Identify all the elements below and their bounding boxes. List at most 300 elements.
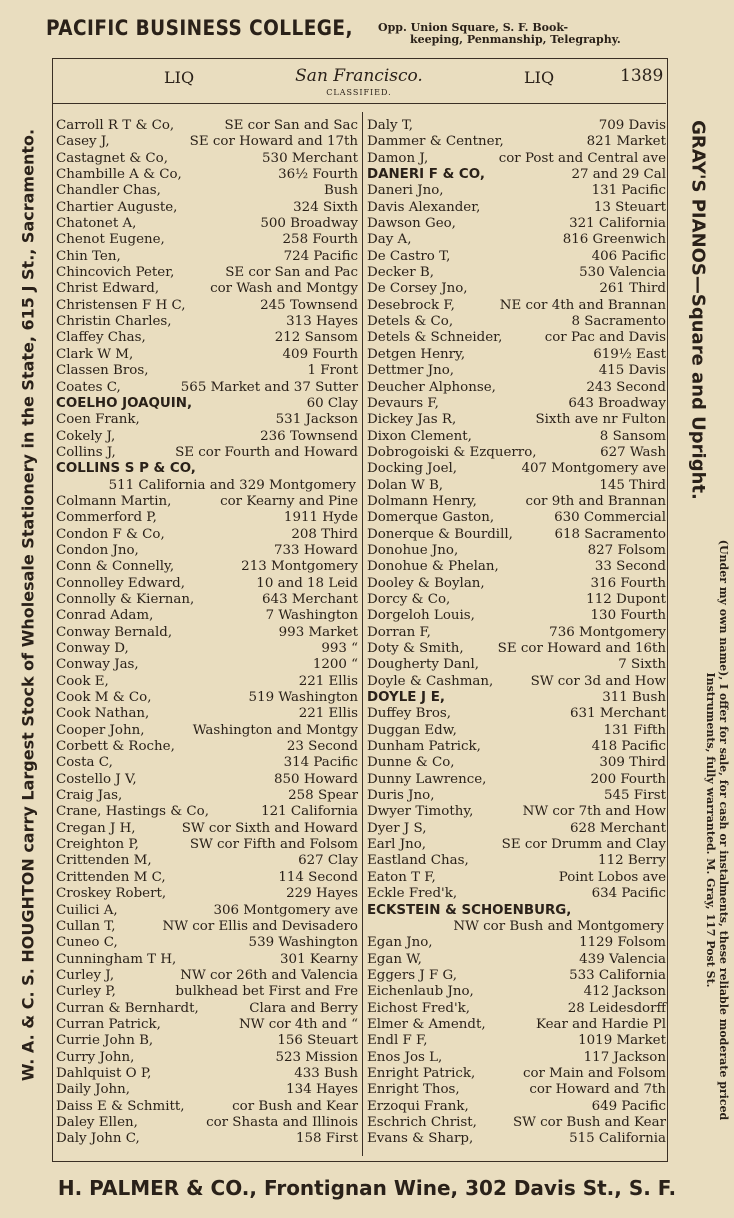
directory-entry: [56, 625, 358, 641]
entry-name: Eckle Fred'k,: [367, 886, 458, 902]
directory-entry: [367, 314, 666, 330]
entry-address: 827 Folsom: [587, 542, 666, 558]
right-ad-title: GRAY'S PIANOS—Square and Upright.: [687, 120, 709, 500]
entry-name: Dorcy & Co,: [367, 591, 451, 607]
entry-name: Chartier Auguste,: [56, 199, 178, 215]
directory-entry: [367, 200, 666, 216]
directory-entry: [56, 853, 358, 869]
entry-address: 628 Merchant: [570, 820, 666, 836]
entry-address: 130 Fourth: [590, 608, 666, 624]
entry-name: Enright Patrick,: [367, 1065, 476, 1081]
entry-address: 631 Merchant: [570, 706, 666, 722]
entry-name: Cokely J,: [56, 428, 116, 444]
entry-address: NW cor 4th and “: [238, 1016, 358, 1032]
directory-entry: [367, 494, 666, 510]
entry-address: 245 Townsend: [260, 297, 358, 313]
entry-address: 258 Spear: [288, 788, 358, 804]
top-ad-details: [378, 22, 621, 46]
directory-entry: [56, 281, 358, 297]
entry-name: Doyle & Cashman,: [367, 673, 494, 689]
entry-address: 993 Market: [278, 624, 358, 640]
right-ad-details: (Under my own name), I offer for sale, for cash or instalments, these reliable moderate priced Instruments, fully warranted. M. Gray, 117 Post St.: [704, 539, 730, 1121]
entry-name: Dougherty Danl,: [367, 657, 480, 673]
directory-entry: [56, 690, 358, 706]
entry-address: SE cor Drumm and Clay: [501, 837, 666, 853]
entry-address: 619½ East: [593, 346, 666, 362]
entry-address: 531 Jackson: [275, 412, 358, 428]
entry-address: Washington and Montgy: [192, 722, 358, 738]
entry-name: Endl F F,: [367, 1033, 428, 1049]
directory-entry: [56, 706, 358, 722]
entry-address: 511 California and 329 Montgomery: [108, 477, 356, 493]
directory-entry: [367, 265, 666, 281]
entry-name: De Corsey Jno,: [367, 281, 468, 297]
entry-name: Coates C,: [56, 379, 121, 395]
entry-address: 627 Clay: [298, 853, 358, 869]
entry-name: Dettmer Jno,: [367, 363, 455, 379]
directory-entry: [56, 1131, 358, 1147]
entry-name: Chandler Chas,: [56, 183, 161, 199]
entry-address: SE cor San and Pac: [225, 265, 358, 281]
directory-entry: [367, 984, 666, 1000]
entry-name: Crane, Hastings & Co,: [56, 804, 209, 820]
directory-entry: [56, 935, 358, 951]
entry-address: 13 Steuart: [593, 199, 666, 215]
entry-address: 114 Second: [278, 869, 358, 885]
entry-address: 515 California: [569, 1131, 666, 1147]
entry-address: 306 Montgomery ave: [213, 902, 358, 918]
entry-address: 158 First: [295, 1131, 358, 1147]
header-city: San Francisco.: [295, 66, 423, 86]
directory-entry: [367, 461, 666, 477]
entry-name: Dobrogoiski & Ezquerro,: [367, 444, 537, 460]
entry-address: 112 Berry: [598, 853, 666, 869]
directory-entry: [56, 527, 358, 543]
header-right-label: LIQ: [524, 68, 555, 87]
entry-name: Enright Thos,: [367, 1082, 460, 1098]
entry-name: Eichost Fred'k,: [367, 1000, 470, 1016]
entry-address: Sixth ave nr Fulton: [535, 412, 666, 428]
directory-entry: [56, 1033, 358, 1049]
entry-name: Egan W,: [367, 951, 422, 967]
entry-name: Enos Jos L,: [367, 1049, 443, 1065]
entry-address: 1200 “: [312, 657, 358, 673]
entry-address: 500 Broadway: [260, 216, 358, 232]
directory-entry: [56, 1082, 358, 1098]
directory-entry: [367, 821, 666, 837]
entry-address: 433 Bush: [294, 1065, 358, 1081]
entry-address: 221 Ellis: [298, 706, 358, 722]
entry-name: Colmann Martin,: [56, 493, 172, 509]
entry-address: 519 Washington: [248, 690, 358, 706]
entry-name: Donohue Jno,: [367, 542, 459, 558]
entry-address: 7 Washington: [265, 608, 358, 624]
entry-name: Cuneo C,: [56, 935, 118, 951]
entry-name: Cook E,: [56, 673, 109, 689]
entry-name: Evans & Sharp,: [367, 1131, 474, 1147]
entry-name: Costello J V,: [56, 771, 137, 787]
entry-name: Cuilici A,: [56, 902, 118, 918]
entry-name: Dorran F,: [367, 624, 431, 640]
entry-address: 415 Davis: [598, 363, 666, 379]
directory-entry: [367, 657, 666, 673]
directory-entry: [367, 478, 666, 494]
entry-address: 23 Second: [286, 739, 358, 755]
entry-name: Daily John,: [56, 1082, 131, 1098]
entry-address: 313 Hayes: [286, 314, 358, 330]
entry-name: Cooper John,: [56, 722, 145, 738]
entry-address: 229 Hayes: [286, 886, 358, 902]
entry-address: 324 Sixth: [293, 199, 358, 215]
entry-address: 145 Third: [599, 477, 666, 493]
entry-name: Detels & Co,: [367, 314, 454, 330]
entry-name: Dunham Patrick,: [367, 739, 481, 755]
directory-entry: [367, 183, 666, 199]
entry-name: Conrad Adam,: [56, 608, 154, 624]
entry-address: 643 Merchant: [262, 591, 358, 607]
entry-name: DANERI F & CO,: [367, 167, 485, 183]
entry-address: 409 Fourth: [282, 346, 358, 362]
directory-entry: [367, 935, 666, 951]
entry-address: SE cor Fourth and Howard: [175, 444, 358, 460]
entry-name: Decker B,: [367, 265, 434, 281]
directory-entry: [56, 788, 358, 804]
entry-address: 412 Jackson: [583, 984, 666, 1000]
directory-entry: [367, 1099, 666, 1115]
entry-address: cor Shasta and Illinois: [206, 1114, 358, 1130]
entry-name: Doty & Smith,: [367, 641, 464, 656]
directory-entry: [367, 445, 666, 461]
entry-name: Crittenden M C,: [56, 869, 166, 885]
directory-entry: [56, 559, 358, 575]
entry-address: 8 Sacramento: [571, 314, 666, 330]
top-ad-title: PACIFIC BUSINESS COLLEGE,: [46, 16, 353, 40]
directory-entry: [367, 755, 666, 771]
top-advertisement: [0, 10, 734, 50]
directory-entry: [56, 183, 358, 199]
entry-name: Eschrich Christ,: [367, 1114, 477, 1130]
entry-name: Dolan W B,: [367, 477, 444, 493]
entry-name: Chincovich Peter,: [56, 265, 175, 281]
entry-address: 530 Valencia: [579, 265, 666, 281]
entry-address: 418 Pacific: [591, 739, 666, 755]
entry-name: Donerque & Bourdill,: [367, 526, 513, 542]
entry-name: Elmer & Amendt,: [367, 1016, 486, 1032]
directory-entry: [56, 216, 358, 232]
entry-name: Crittenden M,: [56, 853, 152, 869]
entry-name: Eggers J F G,: [367, 967, 458, 983]
left-column: [56, 118, 358, 1148]
bottom-advertisement: H. PALMER & CO., Frontignan Wine, 302 Davis St., S. F.: [57, 1176, 677, 1200]
directory-entry: [56, 200, 358, 216]
entry-name: Currie John B,: [56, 1033, 154, 1049]
entry-address: 36½ Fourth: [278, 167, 358, 183]
directory-entry: [56, 837, 358, 853]
entry-address: Bush: [324, 183, 358, 199]
entry-name: Daiss E & Schmitt,: [56, 1098, 185, 1114]
entry-address: 821 Market: [586, 134, 666, 150]
entry-name: Christ Edward,: [56, 281, 160, 297]
entry-address: SE cor Howard and 16th: [497, 641, 666, 656]
entry-name: Curran & Bernhardt,: [56, 1000, 199, 1016]
entry-name: Creighton P,: [56, 837, 139, 853]
entry-name: Castagnet & Co,: [56, 150, 168, 166]
directory-entry: [367, 151, 666, 167]
entry-address: Kear and Hardie Pl: [535, 1016, 666, 1032]
entry-name: Docking Joel,: [367, 461, 458, 477]
directory-entry: [56, 641, 358, 657]
directory-entry: [367, 739, 666, 755]
entry-address: bulkhead bet First and Fre: [175, 984, 358, 1000]
entry-name: Detels & Schneider,: [367, 330, 503, 346]
entry-name: Detgen Henry,: [367, 346, 466, 362]
entry-name: Dahlquist O P,: [56, 1065, 152, 1081]
entry-name: Dawson Geo,: [367, 216, 456, 232]
entry-address: 565 Market and 37 Sutter: [180, 379, 358, 395]
directory-entry: [56, 1001, 358, 1017]
directory-entry: [367, 510, 666, 526]
column-divider: [362, 112, 363, 1156]
entry-name: Cregan J H,: [56, 820, 136, 836]
entry-name: Commerford P,: [56, 510, 157, 526]
directory-entry: [367, 919, 666, 935]
entry-address: 1911 Hyde: [283, 510, 358, 526]
entry-address: 243 Second: [586, 379, 666, 395]
entry-name: Dyer J S,: [367, 820, 427, 836]
entry-address: 649 Pacific: [591, 1098, 666, 1114]
directory-entry: [367, 1050, 666, 1066]
entry-name: Chenot Eugene,: [56, 232, 165, 248]
directory-entry: [367, 837, 666, 853]
top-ad-line1: Opp. Union Square, S. F. Book-: [378, 21, 569, 34]
entry-name: Corbett & Roche,: [56, 739, 175, 755]
directory-entry: [56, 151, 358, 167]
directory-entry: [367, 249, 666, 265]
entry-address: SW cor Bush and Kear: [512, 1114, 666, 1130]
right-column: [367, 118, 666, 1148]
entry-name: Coen Frank,: [56, 412, 140, 428]
entry-address: 634 Pacific: [591, 886, 666, 902]
entry-name: Damon J,: [367, 150, 429, 166]
directory-entry: [367, 559, 666, 575]
directory-entry: [367, 380, 666, 396]
entry-name: Dammer & Centner,: [367, 134, 504, 150]
entry-address: 850 Howard: [274, 771, 358, 787]
entry-name: De Castro T,: [367, 248, 451, 264]
directory-entry: [367, 903, 666, 919]
right-advertisement: [676, 60, 730, 1150]
entry-address: SE cor San and Sac: [224, 118, 358, 133]
entry-name: Dixon Clement,: [367, 428, 472, 444]
entry-name: Eastland Chas,: [367, 853, 469, 869]
directory-entry: [367, 968, 666, 984]
entry-address: 27 and 29 Cal: [571, 167, 666, 183]
directory-entry: [56, 118, 358, 134]
entry-name: Conway Bernald,: [56, 624, 173, 640]
directory-entry: [56, 968, 358, 984]
entry-name: Conway D,: [56, 641, 129, 656]
entry-address: cor Main and Folsom: [522, 1065, 666, 1081]
entry-name: Eichenlaub Jno,: [367, 984, 474, 1000]
entry-name: Dwyer Timothy,: [367, 804, 474, 820]
directory-entry: [367, 1001, 666, 1017]
directory-entry: [367, 674, 666, 690]
entry-address: 627 Wash: [600, 444, 666, 460]
entry-address: cor Post and Central ave: [498, 150, 666, 166]
directory-entry: [367, 363, 666, 379]
entry-address: 10 and 18 Leid: [256, 575, 358, 591]
entry-name: Collins J,: [56, 444, 116, 460]
entry-address: 530 Merchant: [262, 150, 358, 166]
directory-entry: [56, 919, 358, 935]
entry-address: cor Wash and Montgy: [210, 281, 358, 297]
directory-entry: [56, 952, 358, 968]
directory-entry: [56, 380, 358, 396]
entry-name: COELHO JOAQUIN,: [56, 395, 193, 411]
entry-address: 261 Third: [599, 281, 666, 297]
directory-entry: [56, 772, 358, 788]
directory-entry: [56, 347, 358, 363]
entry-address: 407 Montgomery ave: [521, 461, 666, 477]
directory-entry: [56, 298, 358, 314]
entry-name: Chin Ten,: [56, 248, 121, 264]
directory-entry: [56, 755, 358, 771]
entry-name: Egan Jno,: [367, 935, 433, 951]
entry-name: Daly T,: [367, 118, 414, 133]
directory-entry: [367, 298, 666, 314]
entry-name: Deucher Alphonse,: [367, 379, 496, 395]
directory-entry: [56, 249, 358, 265]
directory-entry: [367, 576, 666, 592]
directory-entry: [367, 1082, 666, 1098]
entry-address: 28 Leidesdorff: [567, 1000, 666, 1016]
directory-entry: [367, 527, 666, 543]
page-header: [52, 64, 666, 97]
directory-entry: [367, 216, 666, 232]
entry-name: Eaton T F,: [367, 869, 436, 885]
entry-address: NE cor 4th and Brannan: [499, 297, 666, 313]
entry-address: 208 Third: [291, 526, 358, 542]
directory-entry: [56, 510, 358, 526]
entry-address: 134 Hayes: [286, 1082, 358, 1098]
entry-name: Daley Ellen,: [56, 1114, 138, 1130]
entry-address: SW cor Sixth and Howard: [181, 820, 358, 836]
entry-name: Classen Bros,: [56, 363, 149, 379]
directory-entry: [56, 723, 358, 739]
directory-entry: [367, 804, 666, 820]
entry-name: Donohue & Phelan,: [367, 559, 499, 575]
entry-name: Curley J,: [56, 967, 115, 983]
entry-address: NW cor 7th and How: [522, 804, 666, 820]
entry-name: Cook Nathan,: [56, 706, 150, 722]
directory-entry: [367, 232, 666, 248]
directory-entry: [56, 674, 358, 690]
directory-entry: [56, 1115, 358, 1131]
entry-name: Croskey Robert,: [56, 886, 167, 902]
entry-address: cor Howard and 7th: [529, 1082, 666, 1098]
entry-address: 8 Sansom: [599, 428, 666, 444]
entry-address: 816 Greenwich: [562, 232, 666, 248]
directory-entry: [56, 494, 358, 510]
entry-name: Dunny Lawrence,: [367, 771, 487, 787]
directory-entry: [56, 543, 358, 559]
directory-entry: [56, 608, 358, 624]
entry-name: Clark W M,: [56, 346, 134, 362]
entry-address: Point Lobos ave: [558, 869, 666, 885]
directory-entry: [367, 118, 666, 134]
directory-entry: [56, 1066, 358, 1082]
entry-name: Carroll R T & Co,: [56, 118, 175, 133]
directory-entry: [367, 281, 666, 297]
entry-address: 545 First: [603, 788, 666, 804]
directory-entry: [56, 1017, 358, 1033]
directory-entry: [367, 347, 666, 363]
directory-entry: [367, 167, 666, 183]
directory-entry: [56, 886, 358, 902]
entry-address: 258 Fourth: [282, 232, 358, 248]
entry-name: Chambille A & Co,: [56, 167, 182, 183]
entry-name: Day A,: [367, 232, 412, 248]
directory-entry: [56, 821, 358, 837]
entry-name: Cunningham T H,: [56, 951, 177, 967]
entry-name: Curran Patrick,: [56, 1016, 161, 1032]
directory-entry: [367, 1131, 666, 1147]
directory-entry: [367, 788, 666, 804]
entry-address: 733 Howard: [274, 542, 358, 558]
entry-name: Duris Jno,: [367, 788, 435, 804]
entry-name: Dolmann Henry,: [367, 493, 477, 509]
entry-address: cor Bush and Kear: [232, 1098, 358, 1114]
entry-name: Costa C,: [56, 755, 113, 771]
entry-address: 643 Broadway: [568, 395, 666, 411]
entry-address: 533 California: [569, 967, 666, 983]
top-ad-line2: keeping, Penmanship, Telegraphy.: [410, 33, 621, 46]
entry-name: Claffey Chas,: [56, 330, 146, 346]
directory-entry: [367, 330, 666, 346]
directory-entry: [367, 886, 666, 902]
entry-name: Curry John,: [56, 1049, 135, 1065]
entry-name: Cullan T,: [56, 918, 116, 934]
entry-address: 736 Montgomery: [549, 624, 666, 640]
directory-entry: [367, 592, 666, 608]
directory-entry: [56, 903, 358, 919]
entry-name: Dickey Jas R,: [367, 412, 457, 428]
entry-address: 309 Third: [599, 755, 666, 771]
entry-name: Casey J,: [56, 134, 110, 150]
directory-entry: [56, 657, 358, 673]
directory-entry: [367, 1017, 666, 1033]
entry-address: NW cor 26th and Valencia: [180, 967, 358, 983]
directory-entry: [367, 134, 666, 150]
directory-entry: [56, 461, 358, 477]
entry-address: 321 California: [569, 216, 666, 232]
entry-address: 314 Pacific: [283, 755, 358, 771]
entry-address: NW cor Bush and Montgomery: [453, 918, 664, 934]
directory-entry: [56, 314, 358, 330]
directory-entry: [367, 412, 666, 428]
entry-name: Condon F & Co,: [56, 526, 165, 542]
entry-address: 724 Pacific: [283, 248, 358, 264]
entry-address: 117 Jackson: [583, 1049, 666, 1065]
entry-name: Duffey Bros,: [367, 706, 452, 722]
directory-entry: [367, 1115, 666, 1131]
entry-name: Devaurs F,: [367, 395, 439, 411]
entry-name: Daly John C,: [56, 1131, 140, 1147]
entry-address: SW cor Fifth and Folsom: [189, 837, 358, 853]
directory-entry: [367, 543, 666, 559]
directory-entry: [367, 690, 666, 706]
entry-address: 236 Townsend: [260, 428, 358, 444]
